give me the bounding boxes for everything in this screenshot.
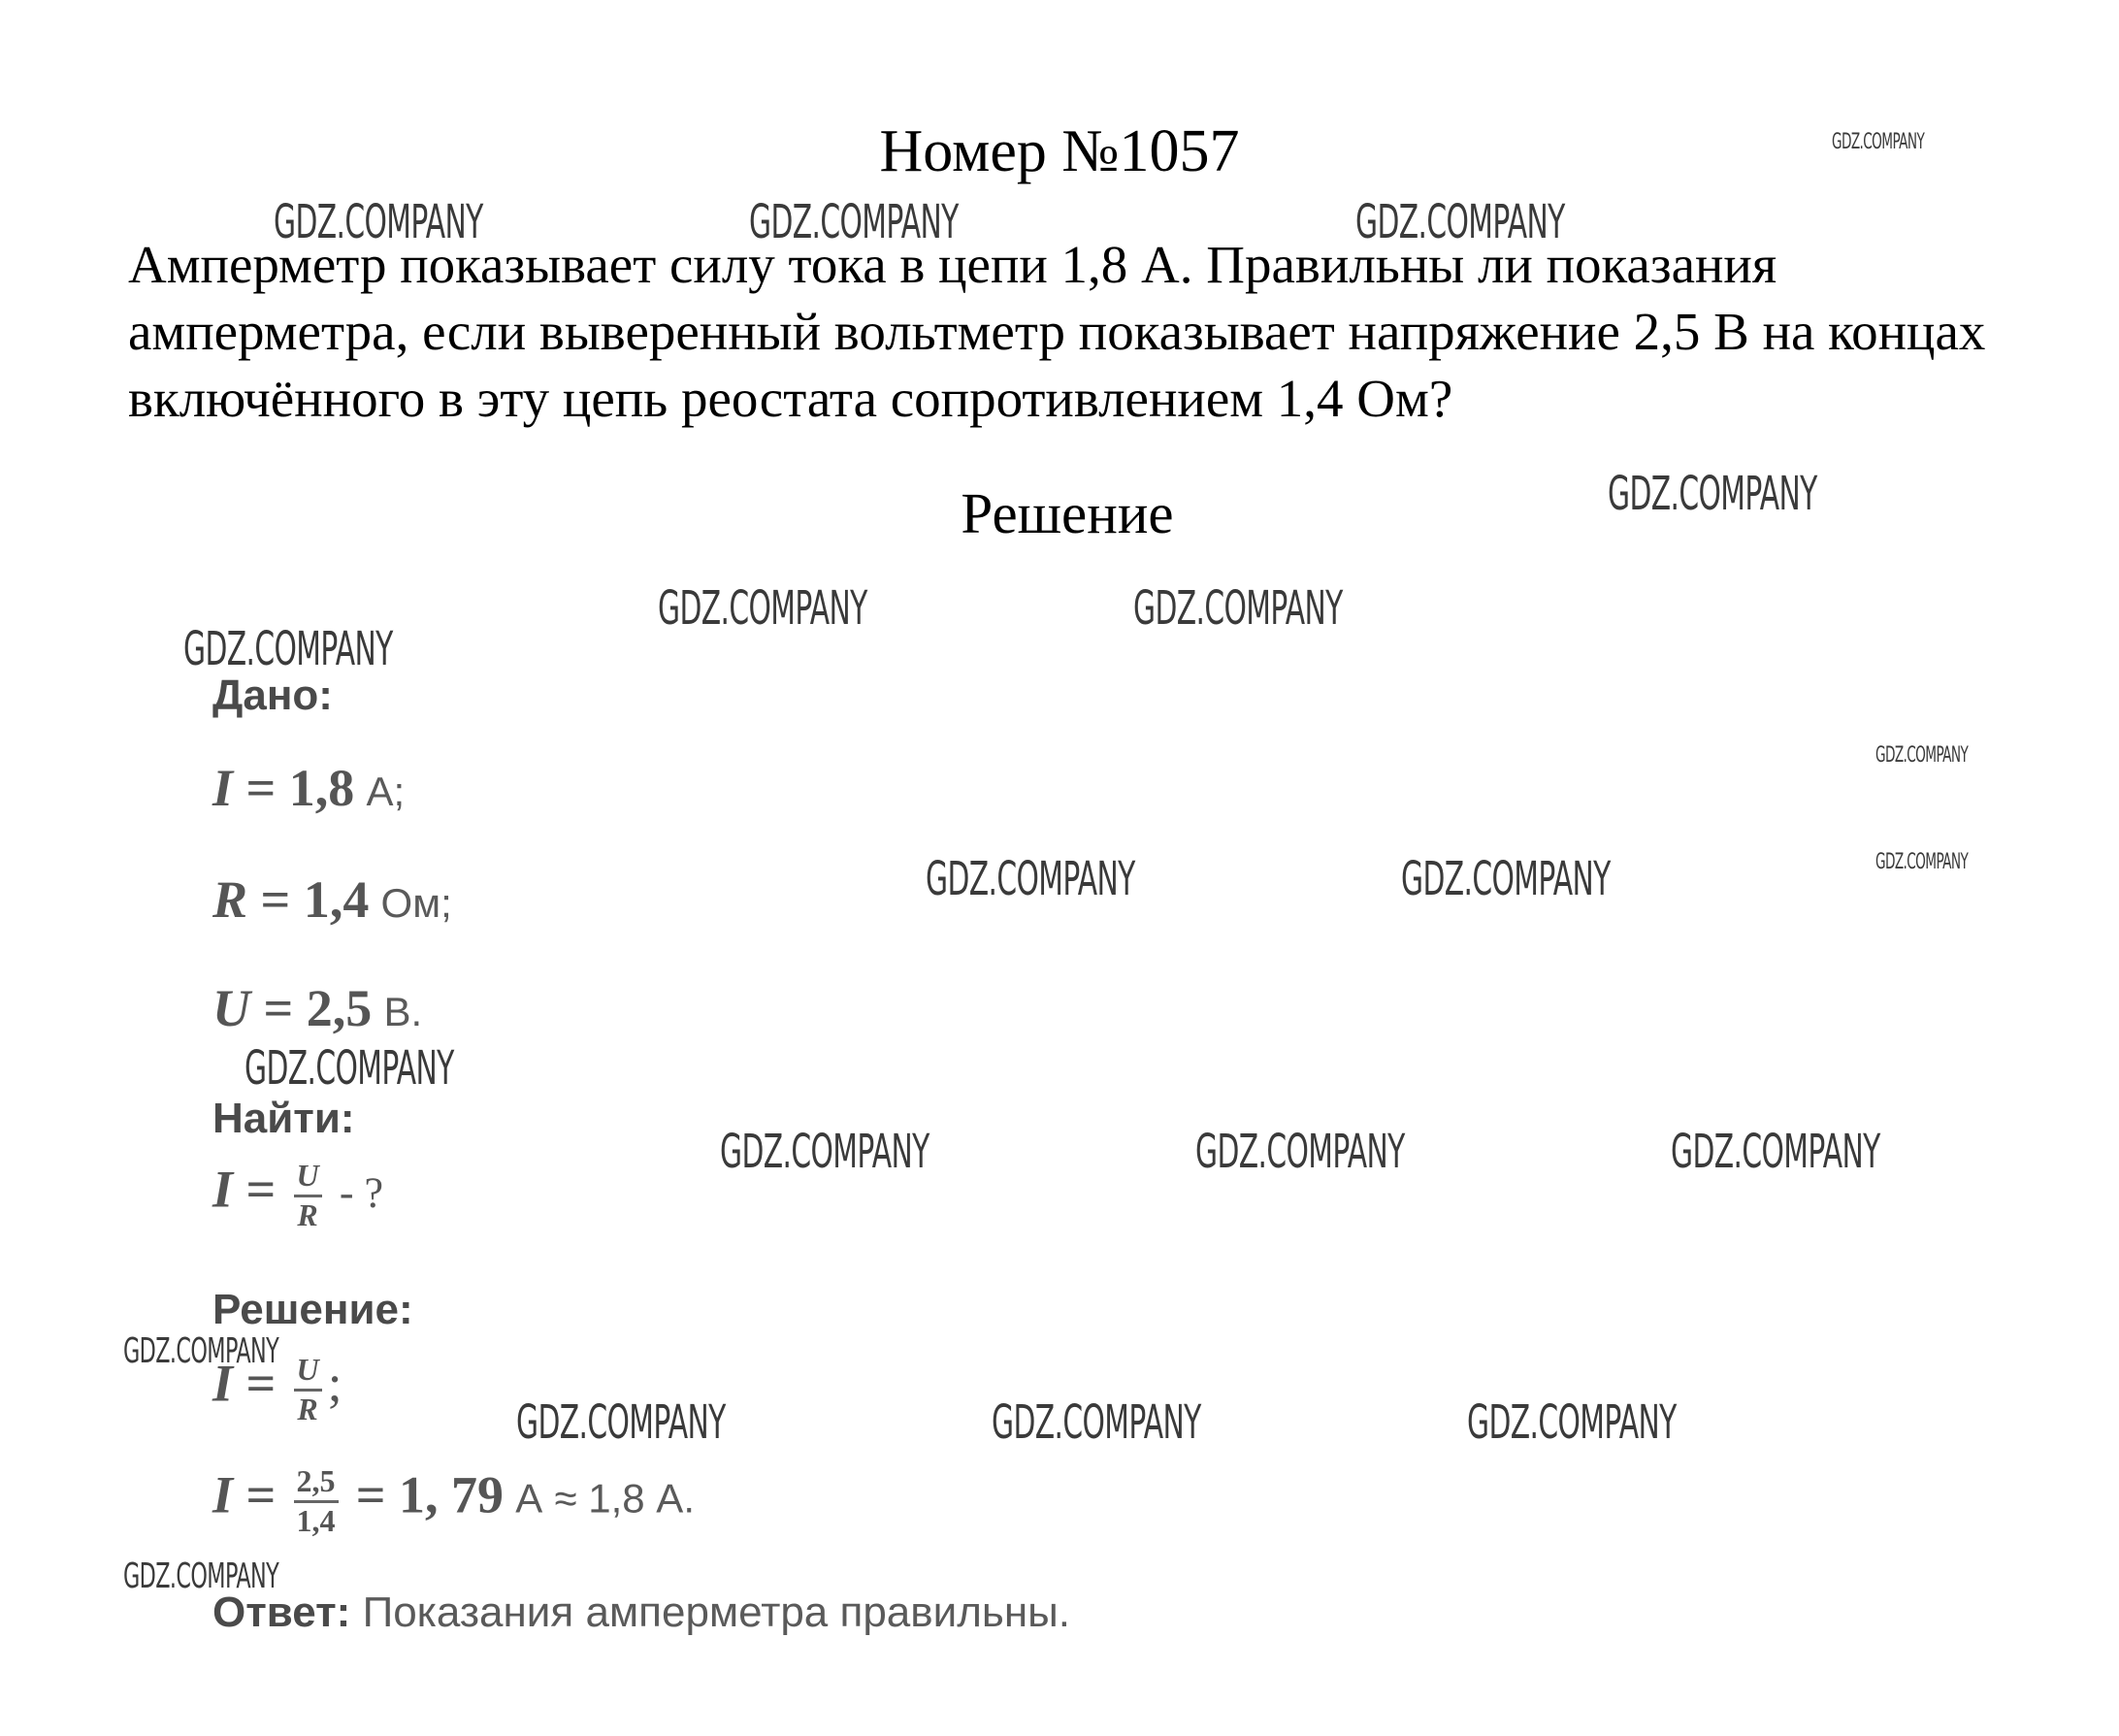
watermark: GDZ.COMPANY: [1875, 743, 1969, 768]
watermark: GDZ.COMPANY: [1875, 850, 1969, 874]
problem-statement: Амперметр показывает силу тока в цепи 1,8 А. Правильны ли показания амперметра, если выверенный вольтметр показывает напряжение 2,5 В на концах включённого в эту цепь реостата сопротивлением 1,4 Ом?: [128, 235, 1986, 428]
watermark: GDZ.COMPANY: [516, 1395, 726, 1450]
solution-calculation: I = $\frac{2,5}{1,4}$ = 1, 79 А ≈ 1,8 А.: [212, 1463, 695, 1538]
watermark: GDZ.COMPANY: [720, 1125, 929, 1179]
watermark: GDZ.COMPANY: [123, 1556, 279, 1596]
watermark: GDZ.COMPANY: [658, 581, 867, 636]
page-title: Номер №1057: [879, 118, 1240, 184]
watermark: GDZ.COMPANY: [1195, 1125, 1405, 1179]
given-label: Дано:: [212, 671, 333, 719]
answer: Ответ: Показания амперметра правильны.: [212, 1589, 1070, 1636]
watermark: GDZ.COMPANY: [1671, 1125, 1880, 1179]
find-formula: I = $\frac{U}{R}$ - ?: [212, 1158, 384, 1232]
solution-label: Решение:: [212, 1286, 413, 1333]
find-label: Найти:: [212, 1095, 355, 1142]
watermark: GDZ.COMPANY: [274, 195, 483, 249]
watermark: GDZ.COMPANY: [1467, 1395, 1677, 1450]
given-voltage: U = 2,5 В.: [212, 979, 423, 1037]
watermark: GDZ.COMPANY: [1401, 852, 1611, 906]
fraction: $\frac{U}{R}$: [294, 1354, 322, 1425]
watermark: GDZ.COMPANY: [123, 1331, 279, 1371]
watermark: GDZ.COMPANY: [244, 1041, 454, 1096]
watermark: GDZ.COMPANY: [1133, 581, 1343, 636]
watermark: GDZ.COMPANY: [749, 195, 959, 249]
watermark: GDZ.COMPANY: [183, 622, 393, 676]
watermark: GDZ.COMPANY: [1355, 195, 1565, 249]
watermark: GDZ.COMPANY: [1832, 130, 1925, 154]
fraction: $\frac{U}{R}$: [294, 1160, 322, 1231]
solution-formula: I = $\frac{U}{R}$ ;: [212, 1352, 342, 1426]
watermark: GDZ.COMPANY: [1608, 467, 1817, 521]
watermark: GDZ.COMPANY: [926, 852, 1135, 906]
given-resistance: R = 1,4 Ом;: [212, 870, 452, 929]
solution-heading: Решение: [961, 481, 1174, 545]
watermark: GDZ.COMPANY: [992, 1395, 1201, 1450]
given-current: I = 1,8 А;: [212, 759, 406, 817]
fraction: $\frac{2,5}{1,4}$: [294, 1465, 339, 1537]
